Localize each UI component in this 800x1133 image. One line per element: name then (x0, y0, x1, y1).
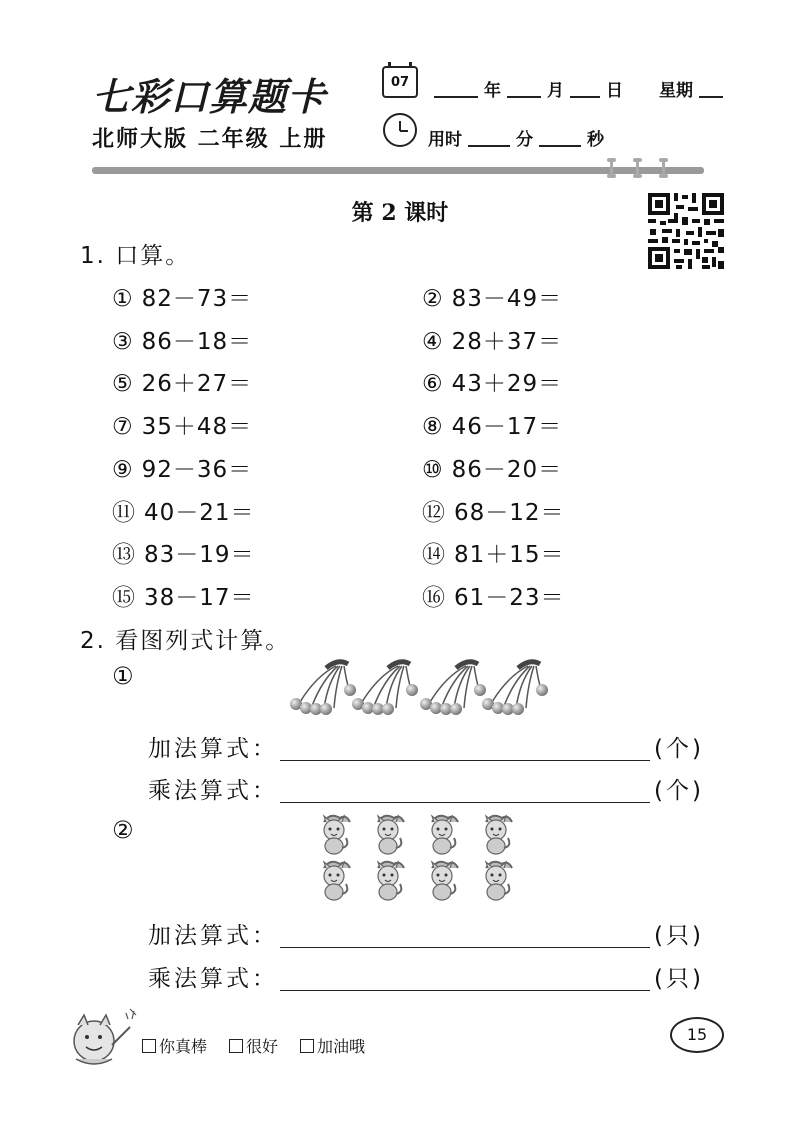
lesson-title: 第 2 课时 (351, 200, 449, 226)
addition-formula-label: 加法算式： (148, 923, 278, 949)
problem-expression: 43＋29＝ (451, 371, 563, 398)
problem-expression: 28＋37＝ (451, 328, 563, 355)
weekday-label: 星期 (659, 81, 693, 101)
kitten (486, 862, 512, 900)
problem-number: ⑫ (422, 499, 446, 526)
option-good[interactable]: 很好 (229, 1034, 278, 1057)
brand-title: 七彩口算题卡 (92, 74, 327, 119)
addition-answer-line[interactable] (280, 760, 650, 761)
day-label: 日 (606, 81, 623, 101)
problem-expression: 38－17＝ (144, 584, 255, 611)
problem-number: ③ (112, 328, 134, 355)
problem-number: ⑨ (112, 456, 134, 483)
math-problem (112, 579, 255, 612)
problem-expression: 86－18＝ (141, 328, 253, 355)
weekday-blank[interactable] (699, 95, 723, 98)
kitten (324, 862, 350, 900)
math-problem (422, 494, 565, 527)
cherry-bunch (352, 662, 418, 715)
date-fields (428, 76, 729, 101)
math-problem (112, 323, 252, 356)
minutes-blank[interactable] (468, 144, 510, 147)
option-great[interactable]: 你真棒 (142, 1034, 207, 1057)
math-problem (422, 451, 562, 484)
problem-expression: 82－73＝ (141, 286, 253, 312)
section-1-title: 1. 口算。 (80, 243, 191, 269)
kittens-picture (316, 812, 522, 908)
pin-decoration (610, 158, 613, 178)
kitten (432, 816, 458, 854)
problem-expression: 40－21＝ (144, 499, 255, 526)
addition-formula-label: 加法算式： (148, 736, 278, 762)
problem-expression: 83－49＝ (451, 286, 563, 312)
self-evaluation-options (142, 1034, 365, 1057)
multiplication-formula-label: 乘法算式： (148, 778, 278, 804)
problem-number: ⑯ (422, 584, 446, 611)
page-number: 15 (670, 1017, 724, 1053)
problem-number: ④ (422, 328, 444, 355)
problem-expression: 92－36＝ (141, 456, 253, 483)
problem-number: ⑧ (422, 414, 444, 441)
month-label: 月 (547, 81, 564, 101)
day-blank[interactable] (570, 95, 600, 98)
problem-number: ⑬ (112, 542, 136, 569)
problem-expression: 35＋48＝ (141, 414, 253, 441)
problem-number: ⑦ (112, 414, 134, 441)
time-fields (428, 125, 604, 150)
minutes-label: 分 (516, 130, 533, 150)
math-problem (422, 536, 565, 569)
math-problem (112, 536, 255, 569)
problem-number: ② (422, 286, 444, 312)
clock-icon (383, 113, 417, 147)
kitten (432, 862, 458, 900)
math-problem (112, 280, 252, 313)
multiplication-formula-label: 乘法算式： (148, 966, 278, 992)
edition-label: 北师大版 二年级 上册 (92, 127, 328, 152)
year-blank[interactable] (434, 95, 478, 98)
picture-problem-2-number: ② (112, 816, 134, 844)
month-blank[interactable] (507, 95, 541, 98)
checkbox[interactable] (300, 1039, 314, 1053)
cherry-bunch (482, 662, 548, 715)
problem-number: ⑪ (112, 499, 136, 526)
unit-label: (个) (654, 736, 704, 762)
problem-expression: 81＋15＝ (454, 542, 565, 569)
problem-expression: 61－23＝ (454, 584, 565, 611)
multiplication-answer-line[interactable] (280, 802, 650, 803)
problem-expression: 46－17＝ (451, 414, 563, 441)
checkbox[interactable] (229, 1039, 243, 1053)
addition-answer-line[interactable] (280, 947, 650, 948)
picture-problem-1-number: ① (112, 662, 134, 690)
time-prefix: 用时 (428, 130, 462, 150)
seconds-label: 秒 (587, 130, 604, 150)
math-problem (422, 280, 562, 313)
math-problem (112, 451, 252, 484)
unit-label: (只) (654, 923, 704, 949)
math-problem (422, 365, 562, 398)
math-problem (112, 365, 252, 398)
calendar-icon: 07 (382, 66, 418, 98)
math-problem (112, 408, 252, 441)
kitten (378, 862, 404, 900)
problem-expression: 26＋27＝ (141, 371, 253, 398)
problem-number: ① (112, 286, 134, 312)
mascot-icon (64, 1005, 142, 1071)
unit-label: (只) (654, 966, 704, 992)
option-keep-going[interactable]: 加油哦 (300, 1034, 365, 1057)
cherries-picture (286, 652, 556, 722)
math-problem (422, 323, 562, 356)
problem-expression: 86－20＝ (451, 456, 563, 483)
section-2-title: 2. 看图列式计算。 (80, 628, 291, 654)
math-problem (112, 494, 255, 527)
pin-decoration (662, 158, 665, 178)
cherry-bunch (420, 662, 486, 715)
problem-expression: 68－12＝ (454, 499, 565, 526)
qr-code-icon (646, 191, 726, 271)
problem-number: ⑮ (112, 584, 136, 611)
checkbox[interactable] (142, 1039, 156, 1053)
problem-number: ⑭ (422, 542, 446, 569)
unit-label: (个) (654, 778, 704, 804)
multiplication-answer-line[interactable] (280, 990, 650, 991)
problem-expression: 83－19＝ (144, 542, 255, 569)
problem-number: ⑩ (422, 456, 444, 483)
math-problem (422, 579, 565, 612)
year-label: 年 (484, 81, 501, 101)
kitten (378, 816, 404, 854)
problem-number: ⑥ (422, 371, 444, 398)
kitten (324, 816, 350, 854)
math-problem (422, 408, 562, 441)
kitten (486, 816, 512, 854)
seconds-blank[interactable] (539, 144, 581, 147)
problem-number: ⑤ (112, 371, 134, 398)
cherry-bunch (290, 662, 356, 715)
pin-decoration (636, 158, 639, 178)
